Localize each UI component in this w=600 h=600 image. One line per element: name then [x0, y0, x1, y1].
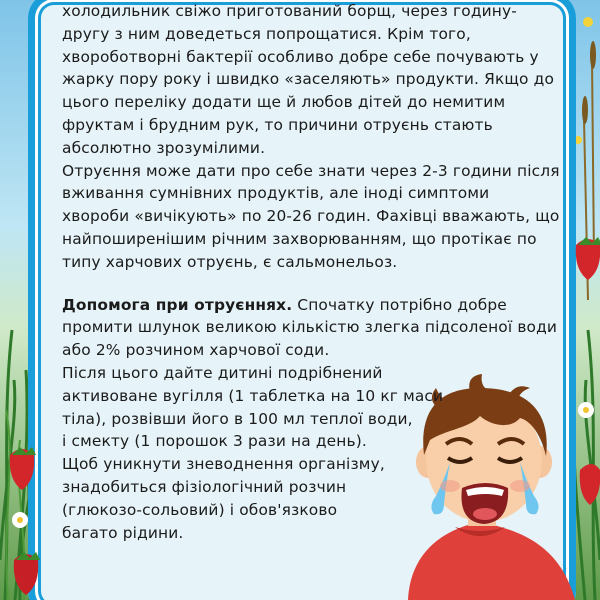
text-line: багато рідини.: [62, 523, 184, 542]
text-line: цього переліку додати ще й любов дітей до немитим: [62, 93, 506, 112]
help-first-line: Спочатку потрібно добре: [292, 295, 507, 314]
text-line: активоване вугілля (1 таблетка на 10 кг маси: [62, 386, 444, 405]
text-line: [62, 294, 562, 317]
text-line: фруктам і брудним рук, то причини отруєнь стають: [62, 115, 493, 134]
text-line: (глюкозо-сольовий) і обов'язково: [62, 500, 338, 519]
paragraph-spacer: [62, 274, 562, 294]
text-line: хвороботворні бактерії особливо добре себе почувають у: [62, 47, 539, 66]
text-line: вживання сумнівних продуктів, але іноді симптоми: [62, 184, 490, 203]
text-line: знадобиться фізіологічний розчин: [62, 477, 347, 496]
text-line: промити шлунок великою кількістю злегка підсоленої води: [62, 318, 558, 337]
article-text: [62, 0, 562, 544]
text-line: Щоб уникнути зневоднення організму,: [62, 455, 385, 474]
text-line: найпоширенішим річним захворюванням, що протікає по: [62, 229, 537, 248]
text-line: холодильник свіжо приготований борщ, через годину-: [62, 2, 517, 20]
text-line: абсолютно зрозумілими.: [62, 138, 266, 157]
text-line: хвороби «вичікують» по 20-26 годин. Фахівці вважають, що: [62, 207, 560, 226]
help-heading: Допомога при отруєннях.: [62, 295, 293, 314]
paragraph-first-aid: [62, 294, 562, 545]
paragraph-food-spoilage: [62, 0, 562, 160]
text-line: типу харчових отруєнь, є сальмонельоз.: [62, 252, 398, 271]
text-line: жарку пору року і швидко «заселяють» продукти. Якщо до: [62, 70, 555, 89]
text-line: тіла), розвівши його в 100 мл теплої води,: [62, 409, 413, 428]
text-line: або 2% розчином харчової соди.: [62, 341, 330, 360]
paragraph-symptoms: [62, 160, 562, 274]
text-line: Після цього дайте дитині подрібнений: [62, 363, 383, 382]
text-line: Отруєння може дати про себе знати через 2-3 години після: [62, 161, 560, 180]
text-line: другу з ним доведеться попрощатися. Крім того,: [62, 24, 471, 43]
text-line: і смекту (1 порошок 3 рази на день).: [62, 432, 367, 451]
